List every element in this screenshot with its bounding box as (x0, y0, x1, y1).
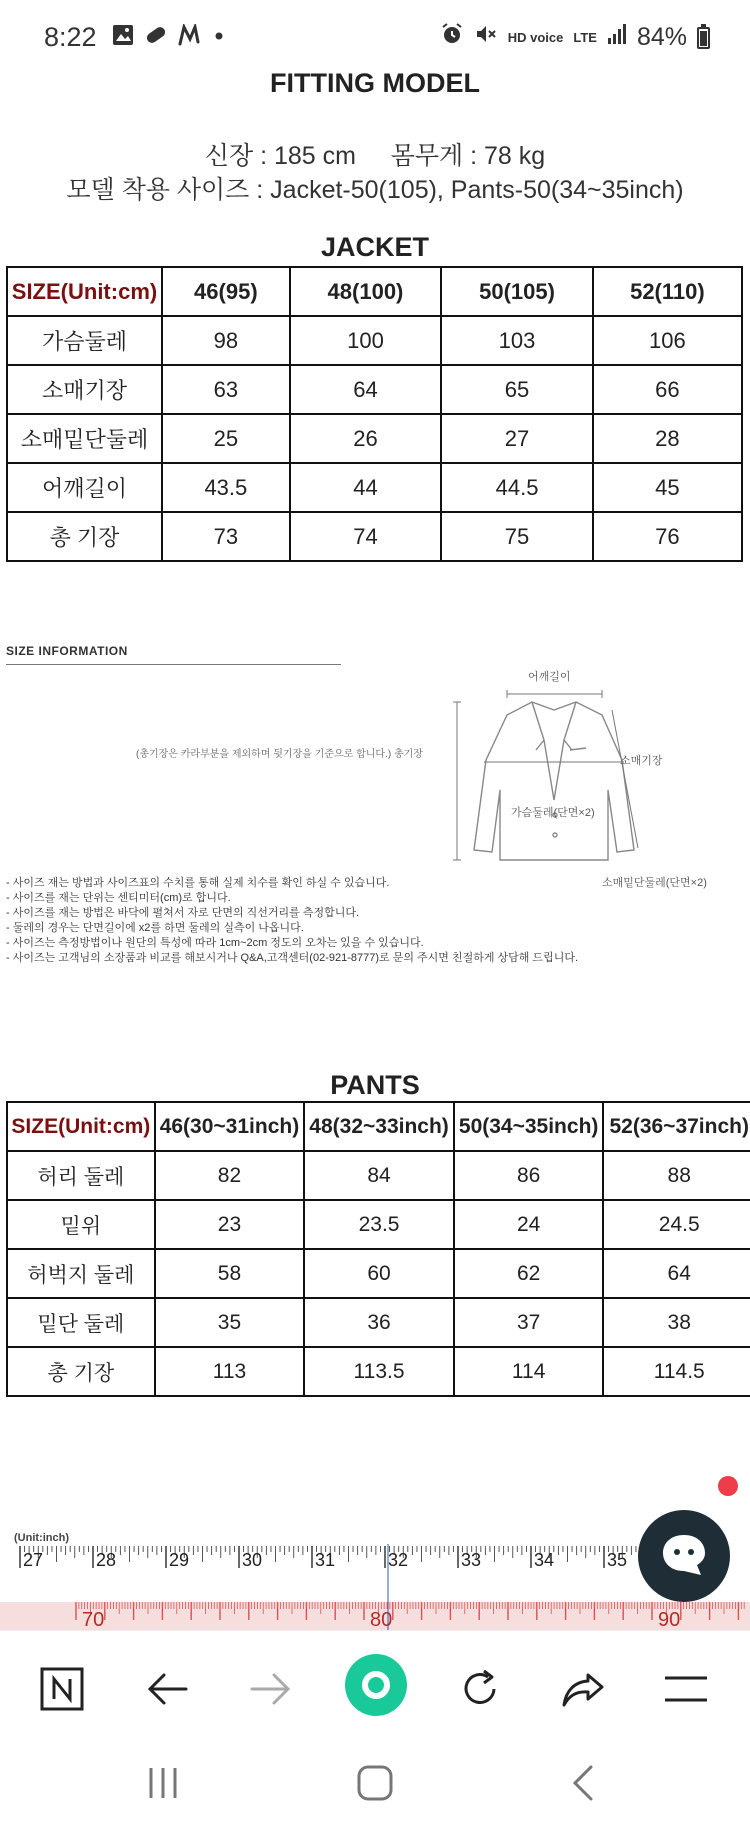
table-header-cell: SIZE(Unit:cm) (7, 1102, 155, 1151)
battery-icon (697, 27, 710, 49)
table-header-cell: 52(36~37inch) (603, 1102, 750, 1151)
table-row (7, 1347, 750, 1396)
home-icon (356, 1764, 394, 1807)
table-cell: 100 (290, 316, 442, 365)
table-cell: 37 (454, 1298, 604, 1347)
row-label: 소매밑단둘레 (7, 414, 162, 463)
table-cell: 58 (155, 1249, 305, 1298)
table-cell: 62 (454, 1249, 604, 1298)
table-cell: 82 (155, 1151, 305, 1200)
divider (6, 664, 341, 665)
fitting-model-title: FITTING MODEL (270, 68, 480, 98)
chat-bubble-icon (657, 1527, 711, 1586)
table-cell: 35 (155, 1298, 305, 1347)
bullet-item: - 사이즈는 고객님의 소장품과 비교를 해보시거나 Q&A,고객센터(02-921-8777)로 문의 주시면 친절하게 상담해 드립니다. (6, 952, 578, 964)
n-home-icon (40, 1667, 84, 1716)
table-header-cell: 46(30~31inch) (155, 1102, 305, 1151)
table-cell: 65 (441, 365, 593, 414)
table-cell: 38 (603, 1298, 750, 1347)
table-cell: 27 (441, 414, 593, 463)
table-header-cell: 50(34~35inch) (454, 1102, 604, 1151)
chat-button[interactable] (638, 1510, 730, 1602)
browser-toolbar (0, 1630, 750, 1740)
share-icon (560, 1669, 606, 1714)
table-header-cell: 50(105) (441, 267, 593, 316)
green-action-button[interactable] (342, 1653, 410, 1721)
row-label: 어깨길이 (7, 463, 162, 512)
notification-dot (718, 1476, 738, 1496)
table-cell: 114 (454, 1347, 604, 1396)
pants-title: PANTS (330, 1070, 420, 1100)
table-row (7, 463, 742, 512)
size-info-bullets (6, 876, 578, 966)
table-cell: 106 (593, 316, 742, 365)
table-row (7, 316, 742, 365)
sleeve-label: 소매기장 (620, 755, 663, 767)
bullet-item: - 사이즈를 재는 방법은 바닥에 펼쳐서 자로 단면의 직선거리를 측정합니다. (6, 907, 360, 919)
table-row (7, 512, 742, 561)
lte-icon: LTE (573, 29, 597, 45)
shoulder-label: 어깨길이 (528, 671, 571, 683)
bullet-item: - 둘레의 경우는 단면길이에 x2를 하면 둘레의 실측이 나옵니다. (6, 922, 304, 934)
table-row (7, 414, 742, 463)
table-cell: 24 (454, 1200, 604, 1249)
table-cell: 60 (304, 1249, 454, 1298)
table-cell: 88 (603, 1151, 750, 1200)
row-label: 총 기장 (7, 512, 162, 561)
hd-voice-icon: HD voice (507, 29, 564, 45)
table-row (7, 365, 742, 414)
mute-icon (474, 22, 498, 53)
table-cell: 44 (290, 463, 442, 512)
row-label: 허리 둘레 (7, 1151, 155, 1200)
m-app-icon (178, 24, 204, 51)
signal-icon (607, 23, 627, 52)
ruler-inch-label: 27 (23, 1550, 44, 1570)
table-row (7, 1249, 750, 1298)
forward-arrow-icon (248, 1669, 292, 1714)
chest-label: 가슴둘레(단면×2) (511, 807, 595, 819)
table-cell: 44.5 (441, 463, 593, 512)
measurement-ruler (0, 1530, 750, 1630)
table-cell: 23 (155, 1200, 305, 1249)
table-header-row (7, 267, 742, 316)
table-cell: 63 (162, 365, 290, 414)
row-label: 밑단 둘레 (7, 1298, 155, 1347)
table-row (7, 1200, 750, 1249)
hem-label: 소매밑단둘레(단면×2) (602, 877, 707, 889)
system-back-button[interactable] (548, 1760, 618, 1810)
table-header-row (7, 1102, 750, 1151)
gallery-icon (112, 24, 134, 51)
table-cell: 25 (162, 414, 290, 463)
table-row (7, 1151, 750, 1200)
table-header-cell: 46(95) (162, 267, 290, 316)
ruler-cm-label: 80 (370, 1609, 393, 1630)
table-cell: 84 (304, 1151, 454, 1200)
bullet-item: - 사이즈는 측정방법이나 원단의 특성에 따라 1cm~2cm 정도의 오차는 있을 수 있습니다. (6, 937, 424, 949)
table-cell: 36 (304, 1298, 454, 1347)
table-cell: 73 (162, 512, 290, 561)
table-row (7, 1298, 750, 1347)
jacket-diagram (452, 680, 672, 865)
table-cell: 66 (593, 365, 742, 414)
table-cell: 23.5 (304, 1200, 454, 1249)
status-time: 8:22 (44, 22, 97, 52)
row-label: 총 기장 (7, 1347, 155, 1396)
alarm-icon (440, 22, 464, 53)
ruler-cm-label: 90 (658, 1609, 681, 1630)
ruler-inch-label: 33 (461, 1550, 482, 1570)
pill-icon (144, 24, 168, 51)
dot-icon (214, 24, 224, 51)
ruler-graphic (0, 1530, 750, 1630)
recent-apps-button[interactable] (128, 1760, 198, 1810)
table-cell: 76 (593, 512, 742, 561)
row-label: 밑위 (7, 1200, 155, 1249)
ruler-inch-label: 32 (388, 1550, 409, 1570)
ruler-unit-label: (Unit:inch) (14, 1532, 69, 1544)
table-header-cell: SIZE(Unit:cm) (7, 267, 162, 316)
status-left-icons (112, 24, 224, 51)
row-label: 허벅지 둘레 (7, 1249, 155, 1298)
size-information-title: SIZE INFORMATION (6, 644, 128, 658)
total-length-note: (총기장은 카라부분을 제외하며 뒷기장을 기준으로 합니다.) 총기장 (136, 749, 423, 760)
ruler-inch-label: 28 (96, 1550, 117, 1570)
ruler-inch-label: 31 (315, 1550, 336, 1570)
table-header-cell: 48(100) (290, 267, 442, 316)
table-cell: 113 (155, 1347, 305, 1396)
table-cell: 64 (603, 1249, 750, 1298)
table-cell: 43.5 (162, 463, 290, 512)
recent-apps-icon (145, 1766, 181, 1805)
jacket-size-table (6, 266, 743, 562)
bullet-item: - 사이즈를 재는 단위는 센티미터(cm)로 합니다. (6, 892, 231, 904)
table-cell: 98 (162, 316, 290, 365)
system-nav-bar (0, 1740, 750, 1834)
refresh-button[interactable] (450, 1661, 510, 1721)
green-circle-icon (343, 1652, 409, 1723)
forward-button[interactable] (240, 1661, 300, 1721)
table-cell: 45 (593, 463, 742, 512)
table-cell: 113.5 (304, 1347, 454, 1396)
menu-button[interactable] (656, 1661, 716, 1721)
table-cell: 64 (290, 365, 442, 414)
ruler-cm-label: 70 (82, 1609, 105, 1630)
table-cell: 114.5 (603, 1347, 750, 1396)
model-measurements: 신장 : 185 cm 몸무게 : 78 kg (204, 142, 546, 170)
system-back-icon (569, 1764, 597, 1807)
back-arrow-icon (146, 1669, 190, 1714)
home-button[interactable] (340, 1760, 410, 1810)
table-cell: 24.5 (603, 1200, 750, 1249)
back-button[interactable] (138, 1661, 198, 1721)
share-button[interactable] (553, 1661, 613, 1721)
table-header-cell: 52(110) (593, 267, 742, 316)
menu-icon (663, 1674, 709, 1709)
ruler-inch-label: 34 (534, 1550, 555, 1570)
jacket-title: JACKET (320, 232, 429, 262)
row-label: 소매기장 (7, 365, 162, 414)
table-cell: 28 (593, 414, 742, 463)
status-right-icons (440, 22, 710, 53)
battery-percent: 84% (636, 23, 687, 51)
ruler-inch-label: 29 (169, 1550, 190, 1570)
table-cell: 86 (454, 1151, 604, 1200)
ruler-inch-label: 35 (607, 1550, 628, 1570)
model-size-worn: 모델 착용 사이즈 : Jacket-50(105), Pants-50(34~35inch) (66, 176, 684, 204)
table-cell: 75 (441, 512, 593, 561)
table-header-cell: 48(32~33inch) (304, 1102, 454, 1151)
table-cell: 26 (290, 414, 442, 463)
bullet-item: - 사이즈 재는 방법과 사이즈표의 수치를 통해 실제 치수를 확인 하실 수 있습니다. (6, 877, 390, 889)
table-cell: 103 (441, 316, 593, 365)
size-information-section (0, 640, 750, 980)
refresh-icon (458, 1667, 502, 1716)
ruler-inch-label: 30 (242, 1550, 263, 1570)
n-home-button[interactable] (32, 1661, 92, 1721)
row-label: 가슴둘레 (7, 316, 162, 365)
table-cell: 74 (290, 512, 442, 561)
pants-size-table (6, 1101, 750, 1397)
